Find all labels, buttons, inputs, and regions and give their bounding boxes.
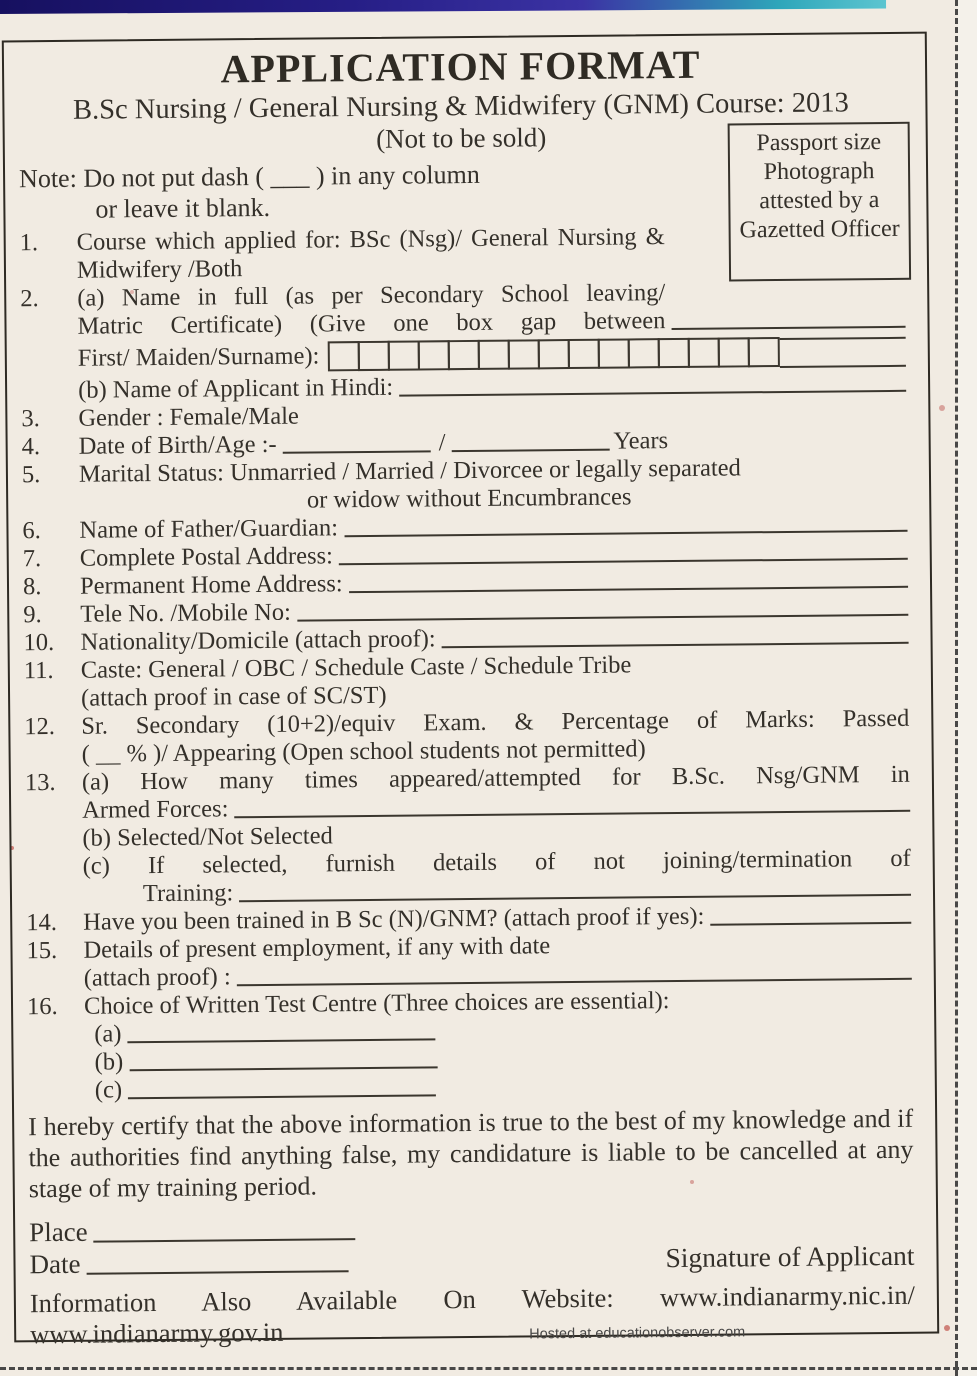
item-13c-line1: (c) If selected, furnish details of not joining/termination of — [82, 844, 911, 880]
name-box-cell — [447, 340, 479, 370]
employment-line-1: Details of present employment, if any with date — [83, 932, 551, 964]
date-label: Date — [29, 1248, 81, 1280]
marital-line-2: or widow without Encumbrances — [306, 483, 632, 514]
father-guardian-label: Name of Father/Guardian: — [79, 514, 339, 544]
item-13b: (b) Selected/Not Selected — [82, 822, 333, 852]
course-subtitle: B.Sc Nursing / General Nursing & Midwifery (GNM) Course: 2013 — [72, 87, 849, 126]
item-2a-line1: (a) Name in full (as per Secondary School leaving/ — [77, 279, 666, 312]
blank-line — [128, 1094, 436, 1099]
test-centre-line-1: Choice of Written Test Centre (Three choices are essential): — [83, 987, 670, 1020]
page-edge-strip — [958, 0, 977, 1376]
phone-label: Tele No. /Mobile No: — [80, 598, 291, 628]
item-number: 10. — [23, 628, 55, 657]
training-label: Training: — [142, 879, 234, 908]
name-box-cell — [567, 339, 599, 369]
scan-top-color-bar — [0, 0, 886, 14]
name-box-cell — [357, 341, 389, 371]
signature-of-applicant-label: Signature of Applicant — [665, 1239, 915, 1274]
certification-text: I hereby certify that the above information is true to the best of my knowledge and if the authorities find anything false, my candidature is liable to be cancelled at any stage of my training period. — [28, 1103, 914, 1204]
form-item-15 — [26, 929, 911, 993]
postal-address-label: Complete Postal Address: — [79, 542, 334, 572]
passport-photo-box: Passport size Photograph attested by a Gazetted Officer — [728, 122, 912, 282]
application-form-sheet — [2, 32, 939, 1350]
blank-line — [399, 390, 906, 397]
name-box-cell — [387, 340, 419, 370]
name-box-cell — [747, 337, 779, 367]
armed-forces-label: Armed Forces: — [82, 795, 229, 824]
note-block — [19, 157, 675, 225]
website-info-block — [30, 1280, 916, 1355]
name-boxes-ruled-tail — [779, 337, 906, 368]
item-2a-line2: Matric Certificate) (Give one box gap between — [77, 307, 666, 340]
blank-line — [297, 614, 908, 622]
place-label: Place — [29, 1216, 88, 1248]
item-text: Course which applied for: BSc (Nsg)/ General Nursing & Midwifery /Both — [76, 223, 665, 284]
item-number: 11. — [23, 657, 54, 685]
item-number: 13. — [24, 768, 56, 797]
trained-before-label: Have you been trained in B Sc (N)/GNM? (attach proof if yes): — [83, 902, 705, 936]
website-line-1: Information Also Available On Website: www.indianarmy.nic.in/ — [29, 1279, 915, 1319]
nationality-label: Nationality/Domicile (attach proof): — [80, 625, 436, 656]
secondary-exam-line-2: ( __ % )/ Appearing (Open school students not permitted) — [81, 735, 646, 768]
dob-label: Date of Birth/Age :- — [78, 430, 277, 460]
item-number: 14. — [26, 908, 57, 937]
item-number: 2. — [20, 285, 39, 313]
marital-line-1: Marital Status: Unmarried / Married / Divorcee or legally separated — [78, 454, 741, 488]
vertical-cut-mark — [955, 0, 958, 1376]
name-box-cell — [657, 338, 689, 368]
item-13a-line1: (a) How many times appeared/attempted for B.Sc. Nsg/GNM in — [81, 760, 910, 796]
name-box-cell — [537, 339, 569, 369]
home-address-label: Permanent Home Address: — [79, 570, 343, 600]
item-number: 12. — [24, 712, 56, 741]
form-item-11 — [24, 649, 909, 713]
not-for-sale-note: (Not to be sold) — [375, 122, 547, 154]
form-items-list — [20, 221, 913, 1105]
form-item-13 — [25, 761, 911, 909]
name-letter-boxes — [327, 337, 779, 371]
secondary-exam-line-1: Sr. Secondary (10+2)/equiv Exam. & Percentage of Marks: Passed — [81, 704, 910, 740]
name-box-cell — [327, 341, 359, 371]
name-box-cell — [717, 337, 749, 367]
name-box-cell — [417, 340, 449, 370]
item-number: 5. — [21, 461, 41, 489]
form-item-12 — [24, 705, 909, 769]
signature-block — [29, 1208, 915, 1280]
blank-line — [442, 642, 909, 648]
form-item-2 — [20, 277, 906, 405]
blank-line — [129, 1066, 437, 1071]
blank-line — [128, 1038, 436, 1043]
item-number: 8. — [22, 573, 42, 601]
form-item-5 — [22, 453, 907, 517]
choice-b-label: (b) — [94, 1048, 124, 1076]
blank-line — [87, 1270, 349, 1275]
dob-separator: / — [438, 429, 446, 457]
blank-line — [283, 450, 431, 453]
item-number: 1. — [19, 229, 39, 257]
item-number: 9. — [23, 601, 42, 629]
item-2a-line3-label: First/ Maiden/Surname): — [77, 342, 320, 372]
item-number: 16. — [26, 992, 58, 1021]
item-number: 15. — [26, 936, 58, 965]
name-box-cell — [477, 340, 509, 370]
caste-line-1: Caste: General / OBC / Schedule Caste / Schedule Tribe — [80, 651, 632, 684]
attach-proof-label: (attach proof) : — [83, 963, 231, 992]
note-line-2: or leave it blank. — [95, 192, 271, 224]
form-item-16 — [27, 985, 913, 1105]
blank-line — [710, 922, 911, 926]
name-box-cell — [687, 338, 719, 368]
dob-years-suffix: Years — [613, 427, 669, 455]
blank-line — [452, 449, 610, 453]
name-box-cell — [597, 338, 629, 368]
name-box-cell — [627, 338, 659, 368]
blank-line — [94, 1238, 356, 1243]
horizontal-cut-mark — [0, 1367, 977, 1370]
page-title: APPLICATION FORMAT — [220, 41, 701, 92]
item-number: 4. — [21, 433, 41, 461]
item-number: 7. — [22, 545, 42, 573]
choice-a-label: (a) — [94, 1020, 122, 1048]
item-text: Gender : Female/Male — [78, 402, 299, 432]
note-line-1: Note: Do not put dash ( ___ ) in any column — [18, 159, 480, 194]
caste-line-2: (attach proof in case of SC/ST) — [80, 681, 387, 712]
website-line-2: www.indianarmy.gov.in — [30, 1316, 284, 1350]
blank-line — [339, 558, 908, 565]
name-box-cell — [507, 339, 539, 369]
item-number: 3. — [21, 405, 40, 433]
blank-line — [344, 530, 907, 537]
choice-c-label: (c) — [94, 1076, 123, 1104]
blank-line — [672, 326, 906, 330]
blank-line — [349, 586, 908, 593]
item-number: 6. — [22, 517, 41, 545]
item-2b-label: (b) Name of Applicant in Hindi: — [78, 373, 394, 404]
hosted-watermark: Hosted at educationobserver.com — [529, 1324, 746, 1343]
